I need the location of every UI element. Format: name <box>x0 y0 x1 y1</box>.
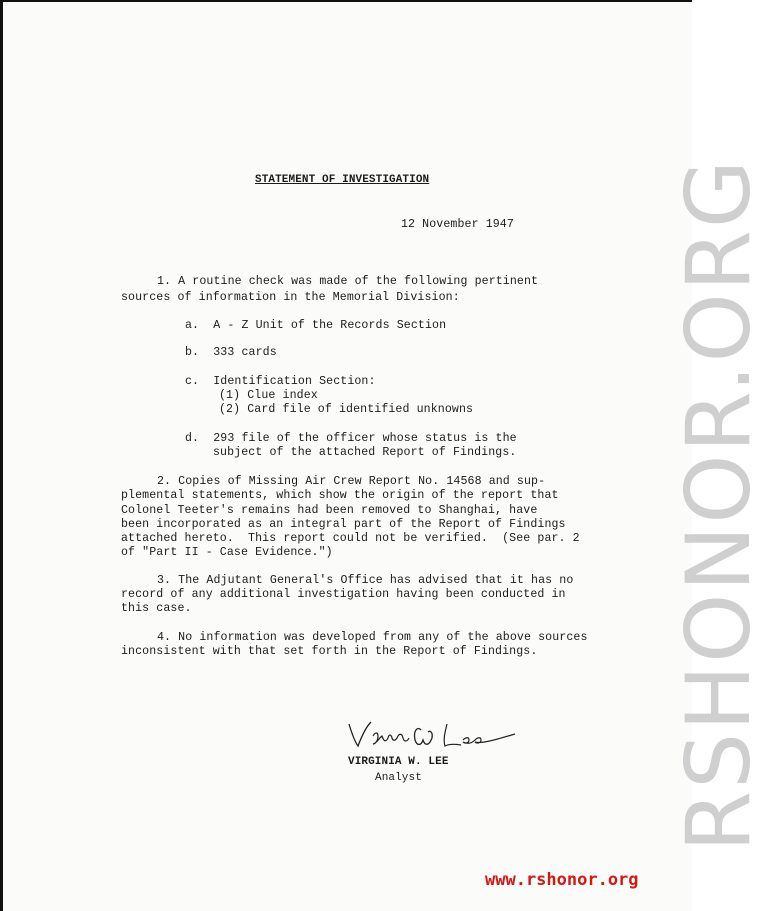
body-line: c. Identification Section: <box>185 375 376 388</box>
body-line: plemental statements, which show the origin of the report that <box>121 489 559 502</box>
signer-title: Analyst <box>375 772 422 784</box>
watermark-text: RSHONOR.ORG <box>667 157 770 852</box>
body-line: subject of the attached Report of Findings. <box>213 446 517 459</box>
body-line: (2) Card file of identified unknowns <box>219 403 474 416</box>
document-title: STATEMENT OF INVESTIGATION <box>255 174 430 186</box>
body-line: 1. A routine check was made of the following pertinent <box>157 275 539 288</box>
body-line: d. 293 file of the officer whose status is the <box>185 432 517 445</box>
body-line: 2. Copies of Missing Air Crew Report No. 14568 and sup- <box>157 475 546 488</box>
body-line: (1) Clue index <box>219 389 318 402</box>
body-line: of "Part II - Case Evidence.") <box>121 546 333 559</box>
watermark-url: www.rshonor.org <box>485 870 639 890</box>
handwritten-signature <box>343 716 543 754</box>
document-date: 12 November 1947 <box>401 218 514 231</box>
body-line: sources of information in the Memorial Division: <box>121 291 460 304</box>
body-line: a. A - Z Unit of the Records Section <box>185 319 447 332</box>
body-line: 4. No information was developed from any of the above sources <box>157 631 588 644</box>
body-line: attached hereto. This report could not be verified. (See par. 2 <box>121 532 580 545</box>
body-line: inconsistent with that set forth in the Report of Findings. <box>121 645 538 658</box>
body-line: record of any additional investigation having been conducted in <box>121 588 566 601</box>
body-line: b. 333 cards <box>185 346 277 359</box>
body-line: been incorporated as an integral part of the Report of Findings <box>121 518 566 531</box>
signer-name: VIRGINIA W. LEE <box>348 756 449 768</box>
body-line: Colonel Teeter's remains had been removed to Shanghai, have <box>121 504 538 517</box>
body-line: 3. The Adjutant General's Office has advised that it has no <box>157 574 574 587</box>
body-line: this case. <box>121 602 192 615</box>
